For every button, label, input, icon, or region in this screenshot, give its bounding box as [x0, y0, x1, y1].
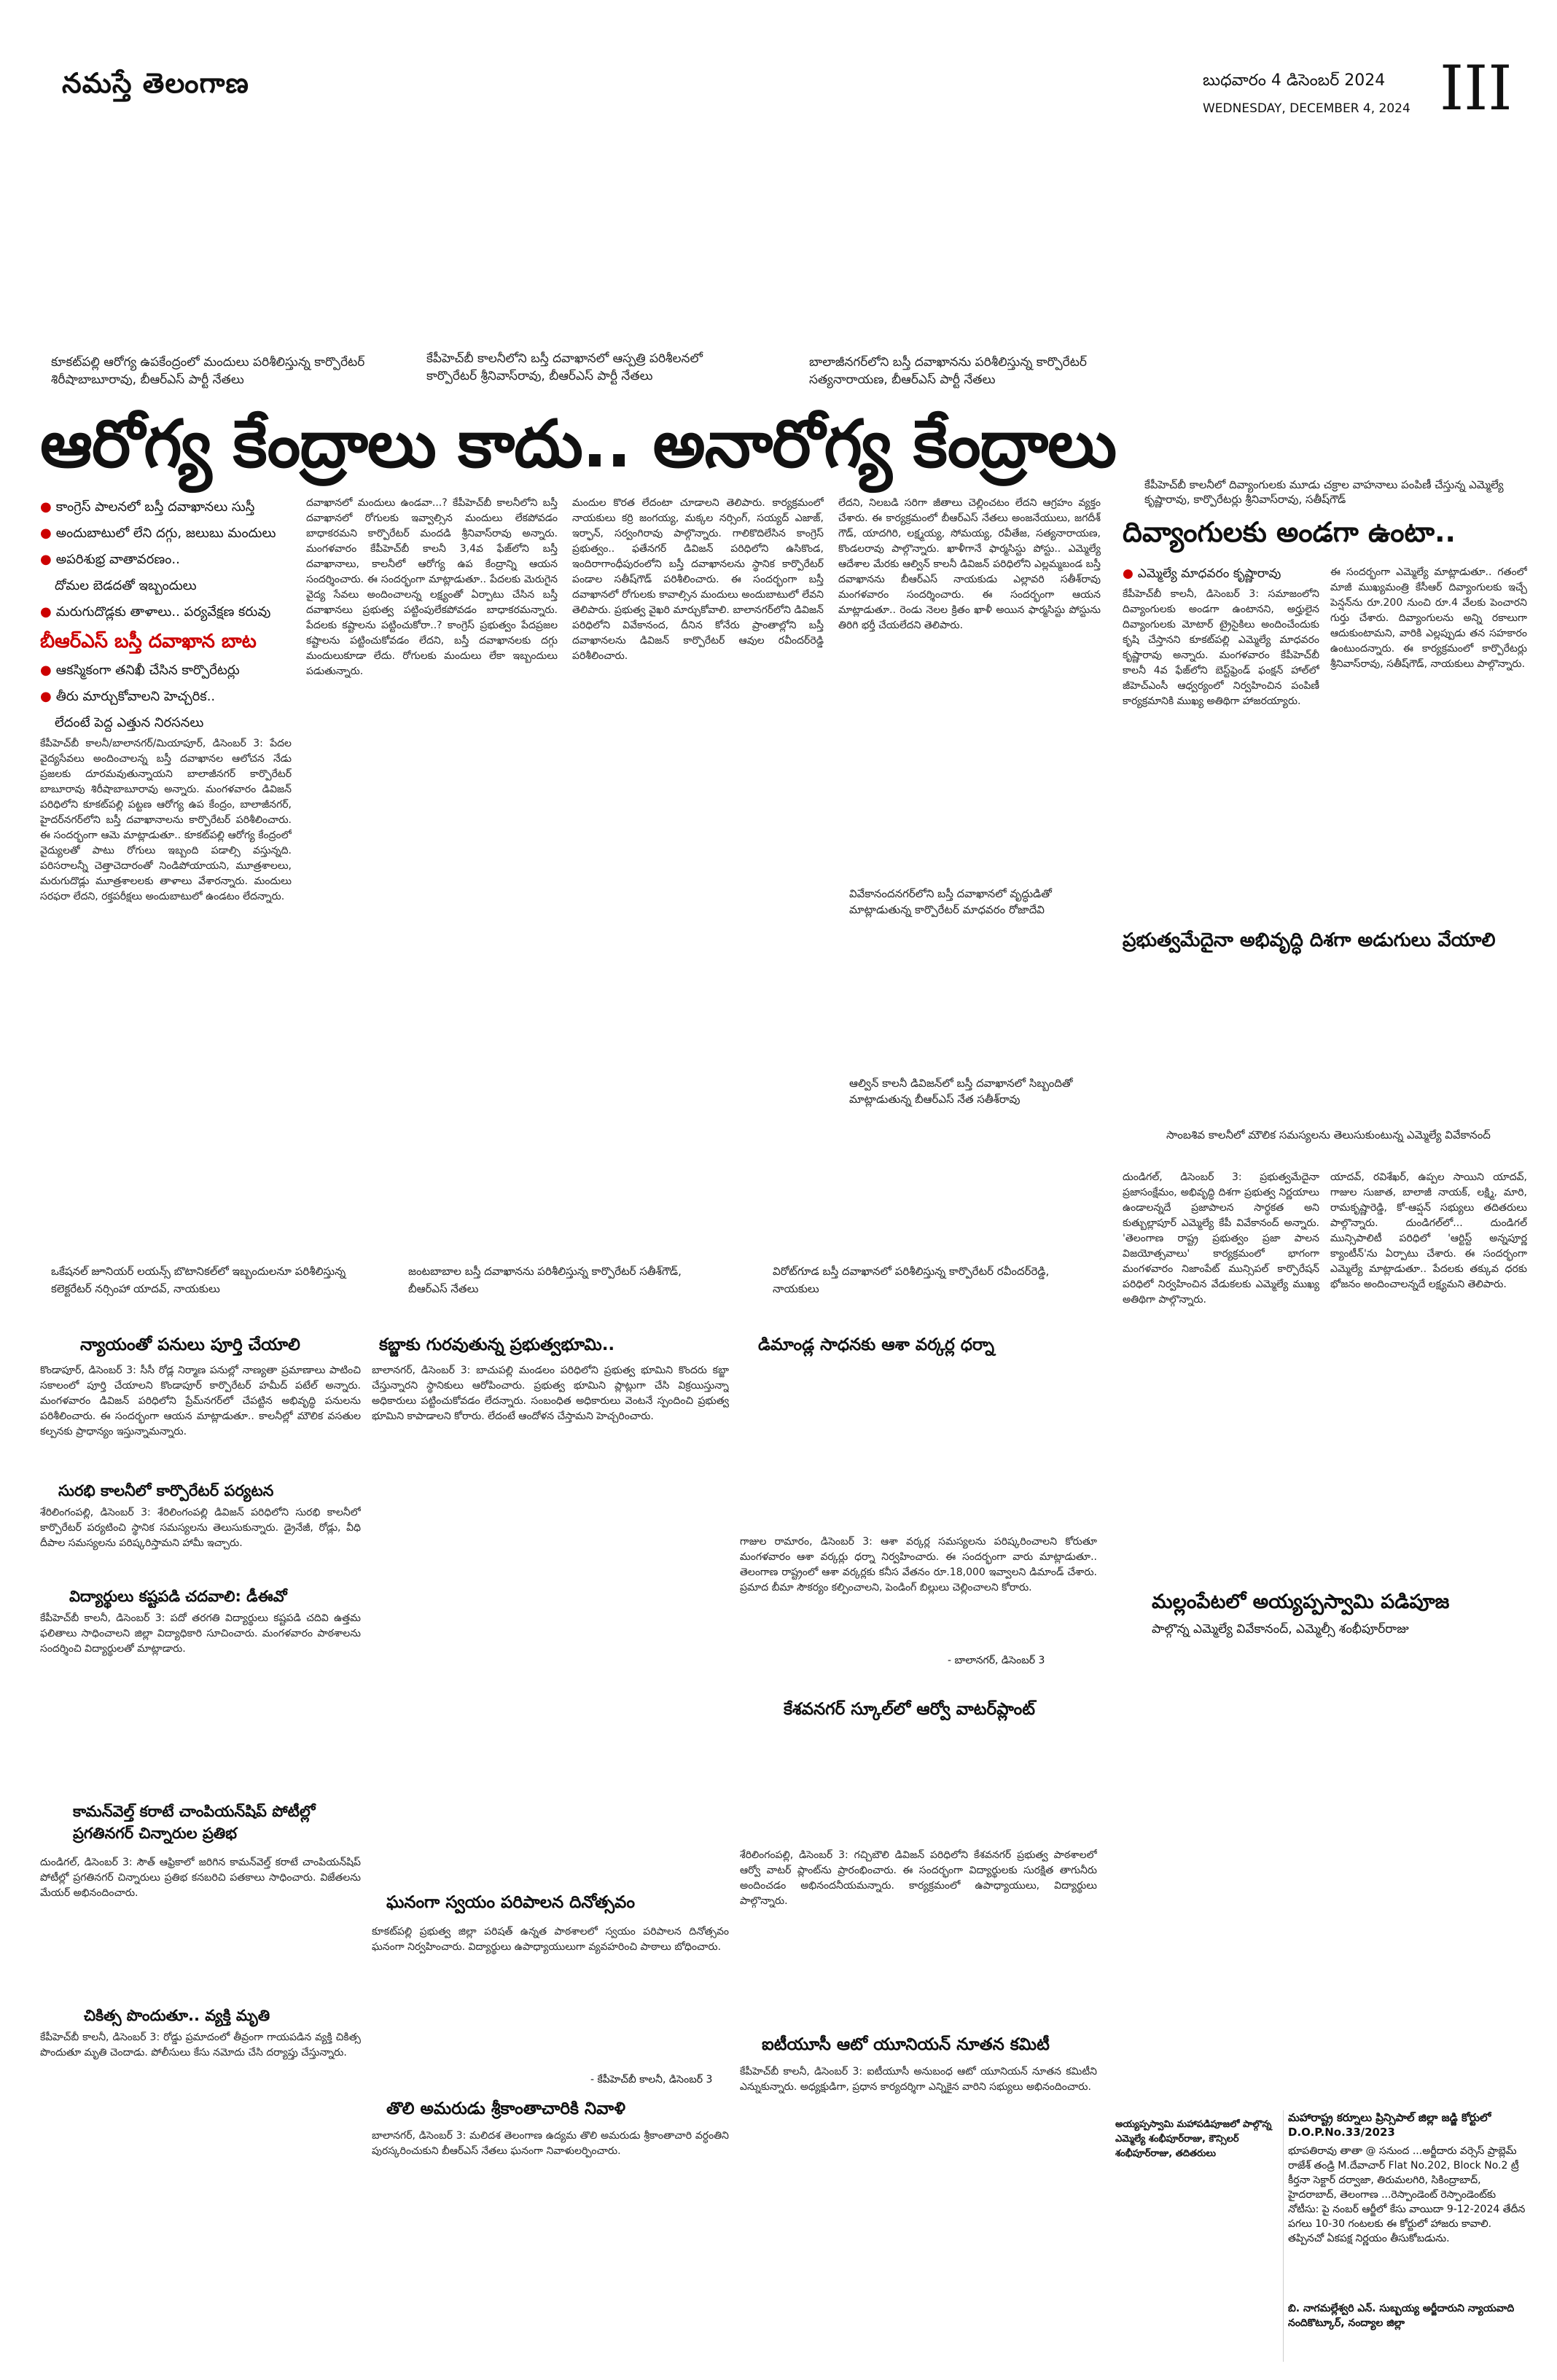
photo-caption-1: కూకట్‌పల్లి ఆరోగ్య ఉపకేంద్రంలో మందులు పరిశీలిస్తున్న కార్పొరేటర్ శిరీషాబాబూరావు, బీఆర్‌ఎస్ పార్టీ నేతలు: [51, 355, 365, 387]
story-h-body: శేరిలింగంపల్లి, డిసెంబర్ 3: గచ్చిబౌలి డివిజన్ పరిధిలోని కేశవనగర్ ప్రభుత్వ పాఠశాలలో ఆర్వో వాటర్ ప్లాంట్‌ను ప్రారంభించారు. ఈ సందర్భంగా విద్యార్థులకు సురక్షిత తాగునీరు అందించడం అభినందనీయమన్నారు. కార్యక్రమంలో ఉపాధ్యాయులు, విద్యార్థులు పాల్గొన్నారు.: [740, 1849, 1097, 1907]
bullet-item: దోమల బెడదతో ఇబ్బందులు: [55, 578, 197, 593]
notice-body: భూపతిరావు తాతా @ సనుంద ...అర్జీదారు వర్సెస్ ప్రాబ్లెమ్ రాజేశ్ తండ్రి M.దేవాచార్ Flat No.202, Block No.2 ట్రీ కీర్తనా సెక్టార్ దర్వాజా, తిరుమలగిరి, సికింద్రాబాద్, హైదరాబాద్, తెలంగాణ ...రెస్పాండెంట్ రెస్పాండెంట్‌కు నోటీసు: పై నంబర్ ఆర్జీలో కేసు వాయిదా 9-12-2024 తేదీన పగలు 10-30 గంటలకు ఈ కోర్టులో హాజరు కావాలి. తప్పినచో ఏకపక్ష నిర్ణయం తీసుకోబడును.: [1288, 2145, 1526, 2244]
story-i-body: కూకట్‌పల్లి ప్రభుత్వ జిల్లా పరిషత్ ఉన్నత పాఠశాలలో స్వయం పరిపాలన దినోత్సవం ఘనంగా నిర్వహించారు. విద్యార్థులు ఉపాధ్యాయులుగా వ్యవహరించి పాఠాలు బోధించారు.: [372, 1926, 729, 1953]
story-c-body: గాజుల రామారం, డిసెంబర్ 3: ఆశా వర్కర్ల సమస్యలను పరిష్కరించాలని కోరుతూ మంగళవారం ఆశా వర్కర్లు ధర్నా నిర్వహించారు. ఈ సందర్భంగా వారు మాట్లాడుతూ.. తెలంగాణ రాష్ట్రంలో ఆశా వర్కర్లకు కనీస వేతనం రూ.18,000 ఇవ్వాలని డిమాండ్ చేశారు. ప్రమాద బీమా సౌకర్యం కల్పించాలని, పెండింగ్ బిల్లులు చెల్లించాలని కోరారు.: [740, 1536, 1097, 1593]
story-j-body: బాలానగర్, డిసెంబర్ 3: మలిదశ తెలంగాణ ఉద్యమ తొలి అమరుడు శ్రీకాంతాచారి వర్ధంతిని పురస్కరించుకుని బీఆర్‌ఎస్ నేతలు ఘనంగా నివాళులర్పించారు.: [372, 2130, 729, 2157]
mid-caption-2: జంటబాబాల బస్తీ దవాఖానను పరిశీలిస్తున్న కార్పొరేటర్ సతీశ్‌గౌడ్, బీఆర్‌ఎస్ నేతలు: [408, 1265, 682, 1295]
notice-signature: బి. నాగమల్లేశ్వరి ఎన్. సుబ్బయ్య అర్జీదారుని న్యాయవాది నందికొట్కూర్, నంద్యాల జిల్లా: [1288, 2303, 1515, 2329]
story-k-headline: ఐటీయూసీ ఆటో యూనియన్ నూతన కమిటీ: [762, 2035, 1050, 2054]
story-e-body: కేపీహెచ్‌బీ కాలనీ, డిసెంబర్ 3: పదో తరగతి విద్యార్థులు కష్టపడి చదివి ఉత్తమ ఫలితాలు సాధించాలని జిల్లా విద్యాధికారి సూచించారు. మంగళవారం పాఠశాలను సందర్శించి విద్యార్థులతో మాట్లాడారు.: [40, 1612, 361, 1655]
mid-caption-3: విరోట్‌గూడ బస్తీ దవాఖానలో పరిశీలిస్తున్న కార్పొరేటర్ రవీందర్‌రెడ్డి, నాయకులు: [773, 1265, 1050, 1295]
highlight-bullets: [40, 494, 292, 736]
right-mid-caption: సాంబశివ కాలనీలో మౌలిక సమస్యలను తెలుసుకుంటున్న ఎమ్మెల్యే వివేకానంద్: [1166, 1128, 1491, 1142]
story-column-2: దవాఖానలో మందులు ఉండవా...? కేపీహెచ్‌బీ కాలనీలోని బస్తీ దవాఖానలో రోగులకు ఇవ్వాల్సిన మందులు లేకపోవడం బాధాకరమని కార్పొరేటర్ మందడి శ్రీనివాస్‌రావు అన్నారు. మంగళవారం కేపీహెచ్‌బీ కాలనీ 3,4వ ఫేజ్‌లోని బస్తీ దవాఖానాలు, కాలనీలో ఆరోగ్య ఉప కేంద్రాన్ని ఆయన సందర్శించారు. ఈ సందర్భంగా మాట్లాడుతూ.. పేదలకు మెరుగైన వైద్య సేవలు అందించాలన్న లక్ష్యంతో ఏర్పాటు చేసిన బస్తీ దవాఖానలు ప్రభుత్వ పట్టింపులేకపోవడం బాధాకరమన్నారు. పేదలకు కష్టాలను పట్టించుకోరా..? కాంగ్రెస్ ప్రభుత్వం పేదప్రజల కష్టాలను పట్టించుకోవడం లేదని, బస్తీ దవాఖానలకు దగ్గు మందులుకూడా లేదు. రోగులకు మందులు లేకా ఇబ్బందులు పడుతున్నారు.: [306, 497, 558, 677]
right-mid-column-1: దుండిగల్, డిసెంబర్ 3: ప్రభుత్వమేదైనా ప్రజాసంక్షేమం, అభివృద్ధి దిశగా ప్రభుత్వ నిర్ణయాలు ఉండాలన్నదే ప్రజాపాలన సార్థకత అని కుత్బుల్లాపూర్ ఎమ్మెల్యే కేపీ వివేకానంద్ అన్నారు. 'తెలంగాణ రాష్ట్ర ప్రభుత్వం ప్రజా పాలన విజయోత్సవాలు' కార్యక్రమంలో భాగంగా మంగళవారం నిజాంపేట్ మున్సిపల్ కార్పొరేషన్ పరిధిలో నిర్వహించిన వేడుకలకు ఎమ్మెల్యే ముఖ్య అతిథిగా పాల్గొన్నారు.: [1123, 1171, 1319, 1306]
page-number: III: [1440, 52, 1513, 124]
main-headline: ఆరోగ్య కేంద్రాలు కాదు.. అనారోగ్య కేంద్రాలు: [40, 406, 1117, 483]
photo-caption-4: వివేకానందనగర్‌లోని బస్తీ దవాఖానలో వృద్ధుడితో మాట్లాడుతున్న కార్పొరేటర్ మాధవరం రోజాదేవి: [849, 887, 1052, 916]
photo-caption-3: బాలాజీనగర్‌లోని బస్తీ దవాఖానను పరిశీలిస్తున్న కార్పొరేటర్ సత్యనారాయణ, బీఆర్‌ఎస్ పార్టీ నేతలు: [809, 355, 1087, 387]
bullet-item: ● అందుబాటులో లేని దగ్గు, జలుబు మందులు: [40, 526, 276, 541]
story-b-body: బాలానగర్, డిసెంబర్ 3: బాచుపల్లి మండలం పరిధిలోని ప్రభుత్వ భూమిని కొందరు కబ్జా చేస్తున్నారని స్థానికులు ఆరోపించారు. ప్రభుత్వ భూమిని ప్లాట్లుగా చేసి విక్రయిస్తున్నా అధికారులు పట్టించుకోవడం లేదన్నారు. సంబంధిత అధికారులు వెంటనే స్పందించి ప్రభుత్వ భూమిని కాపాడాలని కోరారు. లేదంటే ఆందోళన చేస్తామని హెచ్చరించారు.: [372, 1365, 729, 1422]
story-column-4: లేదని, నిలబడి సరిగా జీతాలు చెల్లించటం లేదని ఆగ్రహం వ్యక్తం చేశారు. ఈ కార్యక్రమంలో బీఆర్‌ఎస్ నేతలు అంజనేయులు, జగదీశ్ గౌడ్, యాదగిరి, లక్ష్మయ్య, సోమయ్య, రవీతేజ, సత్యనారాయణ, కొండలరావు పాల్గొన్నారు. ఖాళీగానే ఫార్మసిస్టు పోస్టు.. ఎమ్మెల్యే ఆదేశాల మేరకు ఆల్విన్ కాలనీ డివిజన్ పరిధిలోని ఎల్లమ్మబండ బస్తీ దవాఖానను బీఆర్‌ఎస్ నాయకుడు ఎల్లావరి సతీశ్‌రావు మంగళవారం సందర్శించారు. ఈ సందర్భంగా ఆయన మాట్లాడుతూ.. రెండు నెలల క్రితం ఖాళీ అయిన ఫార్మసిస్టు పోస్టును తిరిగి భర్తీ చేయలేదని తెలిపారు.: [838, 497, 1101, 631]
story-k-body: కేపీహెచ్‌బీ కాలనీ, డిసెంబర్ 3: ఐటీయూసీ అనుబంధ ఆటో యూనియన్ నూతన కమిటీని ఎన్నుకున్నారు. అధ్యక్షుడిగా, ప్రధాన కార్యదర్శిగా ఎన్నికైన వారిని సభ్యులు అభినందించారు.: [740, 2066, 1097, 2093]
dateline: [1203, 67, 1410, 122]
right-mid-byline: పాల్గొన్న ఎమ్మెల్యే వివేకానంద్, ఎమ్మెల్సీ శంభీపూర్‌రాజు: [1152, 1622, 1409, 1636]
right-photo-caption: కేపీహెచ్‌బీ కాలనీలో దివ్యాంగులకు మూడు చక్రాల వాహనాలు పంపిణీ చేస్తున్న ఎమ్మెల్యే కృష్ణారావు, కార్పొరేటర్లు శ్రీనివాస్‌రావు, సతీష్‌గౌడ్: [1144, 478, 1504, 506]
story-g-body: కేపీహెచ్‌బీ కాలనీ, డిసెంబర్ 3: రోడ్డు ప్రమాదంలో తీవ్రంగా గాయపడిన వ్యక్తి చికిత్స పొందుతూ మృతి చెందాడు. పోలీసులు కేసు నమోదు చేసి దర్యాప్తు చేస్తున్నారు.: [40, 2032, 361, 2059]
bullet-item: ● మరుగుదొడ్లకు తాళాలు.. పర్యవేక్షణ కరువు: [40, 604, 271, 620]
bullet-item: ● ఆకస్మికంగా తనిఖీ చేసిన కార్పొరేటర్లు: [40, 663, 240, 678]
photo-caption-2: కేపీహెచ్‌బీ కాలనీలోని బస్తీ దవాఖానలో ఆస్పత్రి పరిశీలనలో కార్పొరేటర్ శ్రీనివాస్‌రావు, బీఆర్‌ఎస్ పార్టీ నేతలు: [426, 351, 703, 383]
bullet-item: లేదంటే పెద్ద ఎత్తున నిరసనలు: [55, 715, 204, 730]
red-subheading: బీఆర్‌ఎస్ బస్తీ దవాఖాన బాట: [40, 631, 257, 652]
masthead: నమస్తే తెలంగాణ: [62, 67, 249, 99]
right-mid-column-2: యాదవ్, రవిశేఖర్, ఉప్పల సాయిని యాదవ్, గాజుల సుజాత, బాలాజీ నాయక్, లక్ష్మి, మారి, రామకృష్ణారెడ్డి, కో-ఆప్షన్ సభ్యులు తదితరులు పాల్గొన్నారు. దుండిగల్‌లో... దుండిగల్ మున్సిపాలిటీ పరిధిలో 'ఆర్టిస్ట్ అన్నపూర్ణ క్యాంటీన్'ను ఏర్పాటు చేశారు. ఈ సందర్భంగా ఎమ్మెల్యే మాట్లాడుతూ.. పేదలకు తక్కువ ధరకు భోజనం అందించాలన్నదే లక్ష్యమని తెలిపారు.: [1330, 1171, 1527, 1290]
story-b-headline: కబ్జాకు గురవుతున్న ప్రభుత్వభూమి..: [379, 1335, 615, 1354]
story-f-headline: కామన్‌వెల్త్ కరాటే చాంపియన్‌షిప్ పోటీల్లో ప్రగతినగర్ చిన్నారుల ప్రతిభ: [73, 1803, 316, 1842]
bullet-item: ● అపరిశుభ్ర వాతావరణం..: [40, 552, 180, 567]
story-c-signoff: - బాలానగర్, డిసెంబర్ 3: [948, 1655, 1045, 1666]
story-a-body: కొండాపూర్, డిసెంబర్ 3: సీసీ రోడ్ల నిర్మాణ పనుల్లో నాణ్యతా ప్రమాణాలు పాటించి సకాలంలో పూర్తి చేయాలని కొండాపూర్ కార్పొరేటర్ హమీద్ పటేల్ అన్నారు. మంగళవారం డివిజన్ పరిధిలోని ప్రేమ్‌నగర్‌లో చేపట్టిన అభివృద్ధి పనులను పరిశీలించారు. ఈ సందర్భంగా ఆయన మాట్లాడుతూ.. కాలనీల్లో మౌలిక వసతుల కల్పనకు ప్రాధాన్యం ఇస్తున్నామన్నారు.: [40, 1365, 361, 1437]
right-column-1: కేపీహెచ్‌బీ కాలనీ, డిసెంబర్ 3: సమాజంలోని దివ్యాంగులకు అండగా ఉంటానని, అర్హులైన దివ్యాంగులకు మోటార్ ట్రైసైకిలు అందించేందుకు కృషి చేస్తానని కూకట్‌పల్లి ఎమ్మెల్యే మాధవరం కృష్ణారావు అన్నారు. మంగళవారం కేపీహెచ్‌బీ కాలనీ 4వ ఫేజ్‌లోని బెస్ట్‌ఫ్రెండ్ ఫంక్షన్ హాల్‌లో జీహెచ్ఎంసీ ఆధ్వర్యంలో నిర్వహించిన పంపిణీ కార్యక్రమానికి ముఖ్య అతిథిగా హాజరయ్యారు.: [1123, 588, 1319, 707]
story-i-headline: ఘనంగా స్వయం పరిపాలన దినోత్సవం: [386, 1893, 636, 1912]
story-d-body: శేరిలింగంపల్లి, డిసెంబర్ 3: శేరిలింగంపల్లి డివిజన్ పరిధిలోని సురభి కాలనీలో కార్పొరేటర్ పర్యటించి స్థానిక సమస్యలను తెలుసుకున్నారు. డ్రైనేజీ, రోడ్లు, వీధి దీపాల సమస్యలను పరిష్కరిస్తామని హామీ ఇచ్చారు.: [40, 1507, 361, 1549]
story-c-headline: డిమాండ్ల సాధనకు ఆశా వర్కర్ల ధర్నా: [758, 1335, 994, 1354]
story-j-headline: తొలి అమరుడు శ్రీకాంతాచారికి నివాళి: [386, 2099, 626, 2118]
story-h-headline: కేశవనగర్ స్కూల్‌లో ఆర్వో వాటర్‌ప్లాంట్: [784, 1700, 1036, 1719]
photo-caption-5: ఆల్విన్ కాలనీ డివిజన్‌లో బస్తీ దవాఖానలో సిబ్బందితో మాట్లాడుతున్న బీఆర్‌ఎస్ నేత సతీశ్‌రావు: [849, 1077, 1073, 1106]
story-f-body: దుండిగల్, డిసెంబర్ 3: సౌత్ ఆఫ్రికాలో జరిగిన కామన్‌వెల్త్ కరాటే చాంపియన్‌షిప్ పోటీల్లో ప్రగతినగర్ చిన్నారులు ప్రతిభ కనబరిచి పతకాలు సాధించారు. విజేతలను మేయర్ అభినందించారు.: [40, 1857, 361, 1899]
story-g-headline: చికిత్స పొందుతూ.. వ్యక్తి మృతి: [84, 2007, 270, 2024]
right-column-2: ఈ సందర్భంగా ఎమ్మెల్యే మాట్లాడుతూ.. గతంలో మాజీ ముఖ్యమంత్రి కేసీఆర్ దివ్యాంగులకు ఇచ్చే పెన్షన్‌ను రూ.200 నుంచి రూ.4 వేలకు పెంచారని గుర్తు చేశారు. దివ్యాంగులను అన్ని రకాలుగా ఆదుకుంటామని, వారికి ఎల్లప్పుడు తన సహకారం ఉంటుందన్నారు. ఈ కార్యక్రమంలో కార్పొరేటర్లు శ్రీనివాస్‌రావు, సతీష్‌గౌడ్, నాయకులు పాల్గొన్నారు.: [1330, 566, 1527, 670]
notice-heading: మహారాష్ట్ర కర్నూలు ప్రిన్సిపాల్ జిల్లా జడ్జి కోర్టులో D.O.P.No.33/2023: [1288, 2111, 1491, 2139]
date-telugu: బుధవారం 4 డిసెంబర్ 2024: [1203, 71, 1386, 90]
story-a-headline: న్యాయంతో పనులు పూర్తి చేయాలి: [80, 1335, 300, 1354]
story-d-headline: సురభి కాలనీలో కార్పొరేటర్ పర్యటన: [58, 1482, 274, 1499]
right-byline: ● ఎమ్మెల్యే మాధవరం కృష్ణారావు: [1123, 566, 1281, 581]
right-subheading: ప్రభుత్వమేదైనా అభివృద్ధి దిశగా అడుగులు వేయాలి: [1123, 929, 1496, 951]
date-english: WEDNESDAY, DECEMBER 4, 2024: [1203, 101, 1410, 116]
ayyappa-caption-text: అయ్యప్పస్వామి మహాపడిపూజలో పాల్గొన్న ఎమ్మెల్యే శంభీపూర్‌రాజు, కౌన్సిలర్ శంభీపూర్‌రాజు, తదితరులు: [1115, 2119, 1272, 2159]
ayyappa-caption: [1115, 2118, 1276, 2161]
mid-caption-1: ఒకేషనల్ జూనియర్ లయన్స్ బొటానికల్‌లో ఇబ్బందులనూ పరిశీలిస్తున్న కలెక్టరేటర్ నర్సింహా యాదవ్, నాయకులు: [51, 1265, 346, 1295]
bullet-item: ● తీరు మార్చుకోవాలని హెచ్చరిక..: [40, 689, 216, 704]
bullet-item: ● కాంగ్రెస్ పాలనలో బస్తీ దవాఖానలు సుస్తీ: [40, 499, 255, 515]
story-e-headline: విద్యార్థులు కష్టపడి చదవాలి: డీఈవో: [69, 1588, 287, 1605]
right-mid-headline: మల్లంపేటలో అయ్యప్పస్వామి పడిపూజ: [1152, 1591, 1450, 1613]
court-notice: [1283, 2110, 1527, 2362]
right-headline: దివ్యాంగులకు అండగా ఉంటా..: [1123, 516, 1456, 548]
story-column-3: మందుల కొరత లేదంటా చూడాలని తెలిపారు. కార్యక్రమంలో నాయకులు కర్రి జంగయ్య, మక్కల నర్సింగ్, సయ్యద్ ఎజాజ్, ఇర్ఫాన్, సర్వంగిరావు పాల్గొన్నారు. గాలికొదిలేసిన కాంగ్రెస్ ప్రభుత్వం.. ఫతేనగర్ డివిజన్ పరిధిలోని ఉసికొండ, ఇందిరాగాంధీపురంలోని బస్తీ దవాఖానలను స్థానిక కార్పొరేటర్ పండాల సతీష్‌గౌడ్ పరిశీలించారు. ఈ సందర్భంగా బస్తీ దవాఖానలో రోగులకు కావాల్సిన మందులు అందుబాటులో లేవని తెలిపారు. ప్రభుత్వ వైఖరి మార్చుకోవాలి. బాలానగర్‌లోని డివిజన్ పరిధిలోని వివేకానంద, దీనిన కోనేరు ప్రాంతాల్లోని బస్తీ దవాఖానలను డివిజన్ కార్పొరేటర్ ఆవుల రవీందర్‌రెడ్డి పరిశీలించారు.: [572, 497, 824, 662]
story-column-1: కేపీహెచ్‌బీ కాలనీ/బాలానగర్/మియాపూర్, డిసెంబర్ 3: పేదల వైద్యసేవలు అందించాలన్న బస్తీ దవాఖానల ఆలోచన నేడు ప్రజలకు దూరమవుతున్నాయని బాలాజీనగర్ కార్పొరేటర్ బాబూరావు శిరీషాబాబూరావు అన్నారు. మంగళవారం డివిజన్ పరిధిలోని కూకట్‌పల్లి పట్టణ ఆరోగ్య ఉప కేంద్రం, బాలాజీనగర్, హైదర్‌నగర్‌లోని బస్తీ దవాఖానాలను కార్పొరేటర్ పరిశీలించారు. ఈ సందర్భంగా ఆమె మాట్లాడుతూ.. కూకట్‌పల్లి ఆరోగ్య కేంద్రంలో వైద్యులతో పాటు రోగులు ఇబ్బంది పడాల్సి వస్తున్నది. పరిసరాలన్నీ చెత్తాచెదారంతో నిండిపోయాయని, మూత్రశాలలు, మరుగుదొడ్లు మూత్రశాలలకు తాళాలు వేశారన్నారు. మందులు సరఫరా లేదని, రక్తపరీక్షలు అందుబాటులో ఉండటం లేదన్నారు.: [40, 738, 292, 902]
story-i-signoff: - కేపీహెచ్‌బీ కాలనీ, డిసెంబర్ 3: [590, 2074, 713, 2086]
